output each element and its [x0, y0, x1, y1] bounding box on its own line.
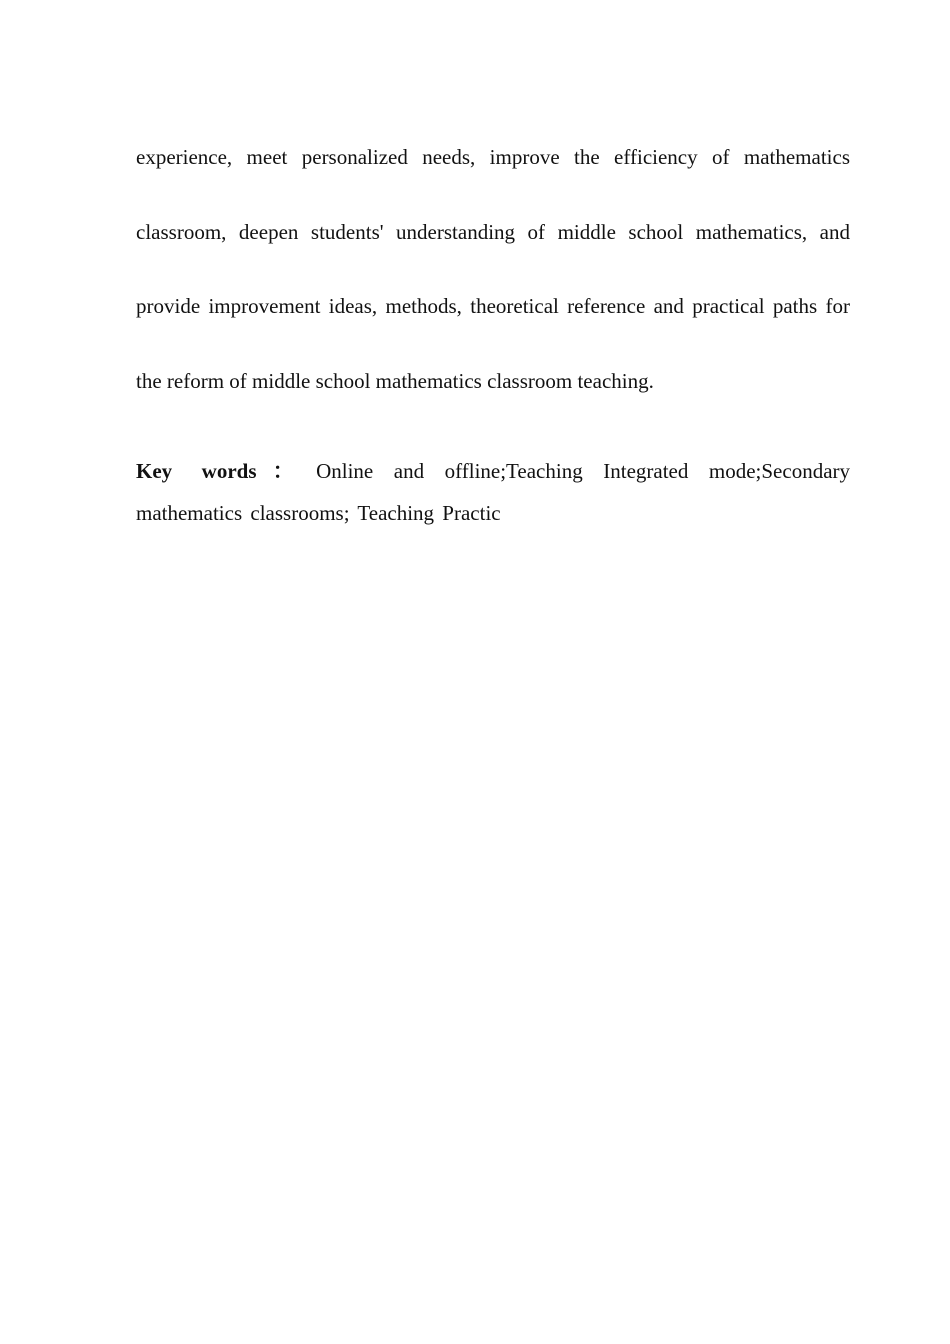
keywords-separator: ： — [260, 459, 307, 483]
keywords-label: Key words — [136, 459, 257, 483]
keywords-paragraph — [136, 450, 850, 534]
keywords-list: Online and offline;Teaching Integrated mode;Secondary mathematics classrooms; Teaching Practic — [136, 459, 851, 525]
abstract-paragraph: experience, meet personalized needs, improve the efficiency of mathematics classroom, deepen students' understanding of middle school mathematics, and provide improvement ideas, methods, theoretical reference and practical paths for the reform of middle school mathematics classroom teaching. — [136, 145, 850, 393]
